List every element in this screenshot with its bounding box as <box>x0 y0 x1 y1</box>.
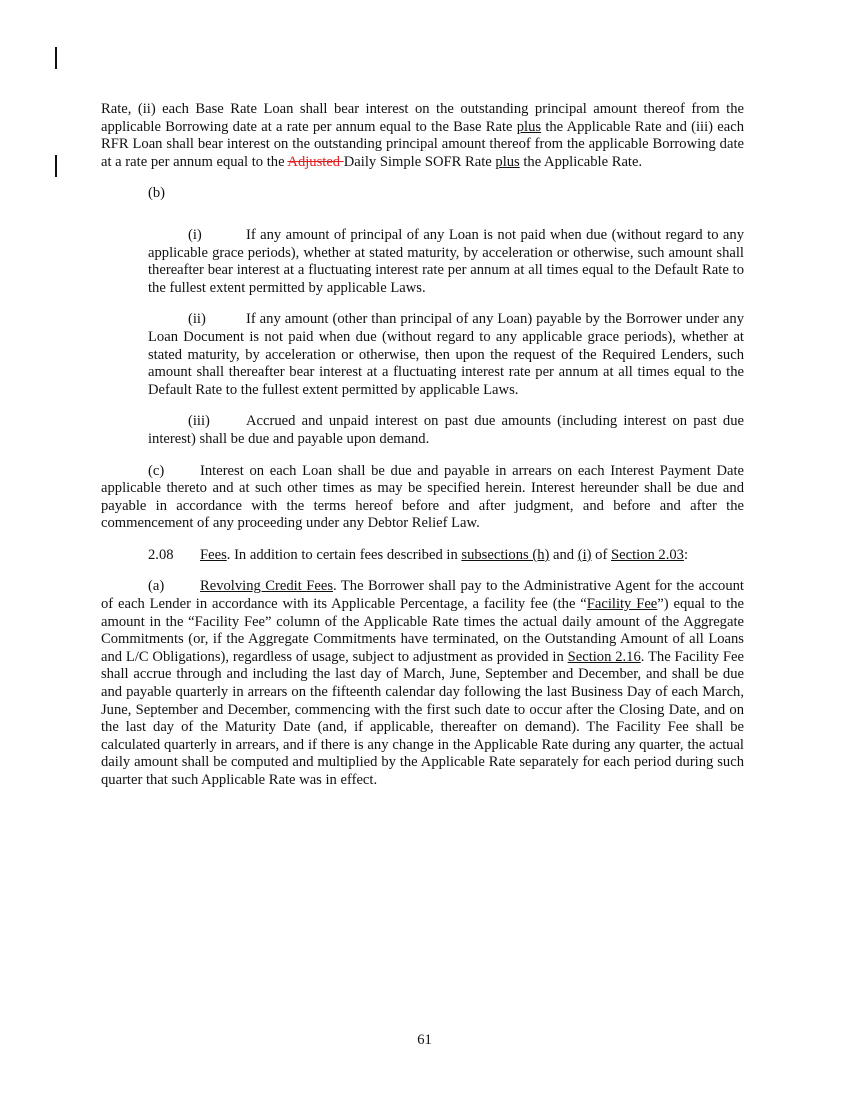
section-number: 2.08 Fees <box>148 546 227 563</box>
defined-term: Facility Fee <box>586 596 658 613</box>
paragraph-intro: Rate, (ii) each Base Rate Loan shall bear interest on the outstanding principal amount thereof from the applicable Borrowing date at a rate per annum equal to the Base Rate plus the Applicable Rate and (iii) each RFR Loan shall bear interest on the outstanding principal amount thereof from the applicable Borrowing date at a rate per annum equal to the Adjusted Daily Simple SOFR Rate plus the Applicable Rate. <box>101 101 744 170</box>
paragraph-heading: Revolving Credit Fees <box>200 578 334 595</box>
paragraph-b-label: (b) <box>148 185 166 202</box>
cross-reference: Section 2.16 <box>567 648 641 665</box>
paragraph-b-ii: (ii) If any amount (other than principal of any Loan) payable by the Borrower under any Loan Document is not paid when due (without regard to any applicable grace periods), whether at stated maturity, by acceleration or otherwise, then upon the request of the Required Lenders, such amount shall thereafter bear interest at a fluctuating interest rate per annum at all times equal to the Default Rate to the fullest extent permitted by applicable Laws. <box>148 311 744 398</box>
clause-label: (c) <box>148 462 165 479</box>
cross-reference: Section 2.03 <box>611 546 684 563</box>
section-2-08: 2.08 Fees. In addition to certain fees described in subsections (h) and (i) of Section 2.03: <box>148 546 689 563</box>
deleted-text: Adjusted <box>287 153 344 170</box>
clause-label: (iii) <box>188 413 210 430</box>
change-bar <box>55 47 57 69</box>
cross-reference: (i) <box>577 546 592 563</box>
clause-label: (i) <box>188 226 202 243</box>
paragraph-c: (c) Interest on each Loan shall be due and payable in arrears on each Interest Payment Date applicable thereto and at such other times as may be specified herein. Interest hereunder shall be due and payable in accordance with the terms hereof before and after judgment, and before and after the commencement of any proceeding under any Debtor Relief Law. <box>101 462 744 532</box>
paragraph-b-i: (i) If any amount of principal of any Loan is not paid when due (without regard to any applicable grace periods), whether at stated maturity, by acceleration or otherwise, such amount shall thereafter bear interest at a fluctuating interest rate per annum at all times equal to the Default Rate to the fullest extent permitted by applicable Laws. <box>148 226 744 296</box>
paragraph-b-iii: (iii) Accrued and unpaid interest on past due amounts (including interest on past due interest) shall be due and payable upon demand. <box>148 413 744 447</box>
paragraph-a-revolving-credit-fees: (a) Revolving Credit Fees. The Borrower shall pay to the Administrative Agent for the account of each Lender in accordance with its Applicable Percentage, a facility fee (the “Facility Fee”) equal to the amount in the “Facility Fee” column of the Applicable Rate times the actual daily amount of the Aggregate Commitments (or, if the Aggregate Commitments have terminated, on the Outstanding Amount of all Loans and L/C Obligations), regardless of usage, subject to adjustment as provided in Section 2.16. The Facility Fee shall accrue through and including the last day of March, June, September and December, and shall be due and payable quarterly in arrears on the fifteenth calendar day following the last Business Day of each March, June, September and December, commencing with the first such date to occur after the Closing Date, and on the last day of the Maturity Date (and, if applicable, thereafter on demand). The Facility Fee shall be calculated quarterly in arrears, and if there is any change in the Applicable Rate during any quarter, the actual daily amount shall be computed and multiplied by the Applicable Rate separately for each period during such quarter that such Applicable Rate was in effect. <box>101 578 744 788</box>
emphasis-plus: plus <box>516 118 542 135</box>
emphasis-plus: plus <box>495 153 520 170</box>
page-number: 61 <box>417 1032 432 1048</box>
change-bar <box>55 155 57 177</box>
page-body <box>101 101 744 804</box>
cross-reference: subsections (h) <box>461 546 550 563</box>
clause-label: (a) <box>148 578 165 595</box>
section-title: Fees <box>200 546 227 563</box>
clause-label: (ii) <box>188 311 206 328</box>
